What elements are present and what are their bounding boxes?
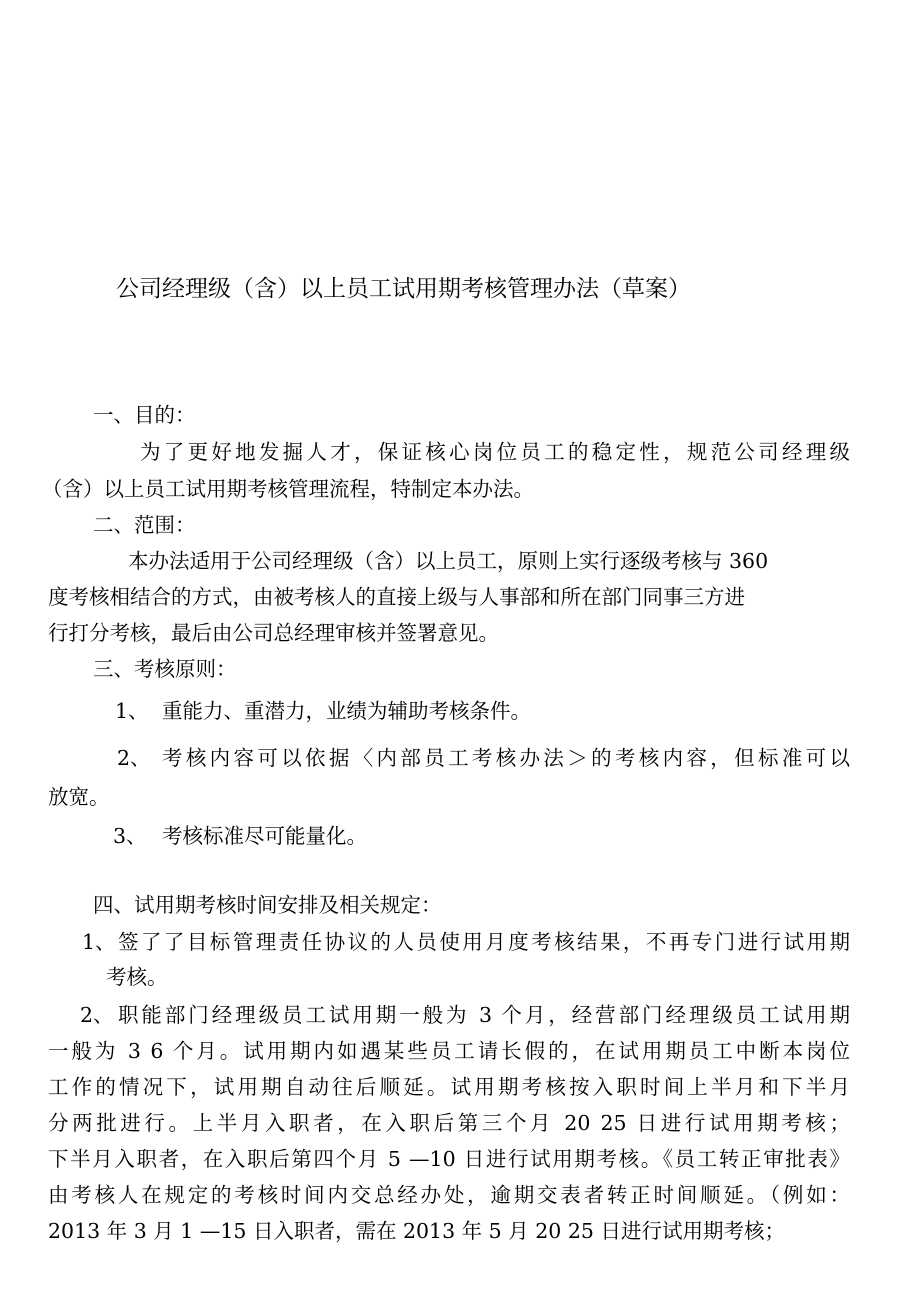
list-item-number: 1、 (82, 930, 116, 954)
paragraph-line: 行打分考核，最后由公司总经理审核并签署意见。 (48, 621, 499, 645)
paragraph-line: 2013 年 3 月 1 —15 日入职者，需在 2013 年 5 月 20 25 日进行试用期考核； (48, 1219, 785, 1243)
section-heading-scope: 二、范围： (93, 513, 196, 537)
paragraph-line: 工作的情况下，试用期自动往后顺延。试用期考核按入职时间上半月和下半月 (48, 1075, 850, 1099)
list-item-text: 职能部门经理级员工试用期一般为 3 个月，经营部门经理级员工试用期 (118, 1003, 850, 1027)
list-item-continuation: 考核。 (106, 965, 168, 989)
section-heading-schedule: 四、试用期考核时间安排及相关规定： (93, 893, 442, 917)
paragraph-line: 分两批进行。上半月入职者，在入职后第三个月 20 25 日进行试用期考核； (48, 1111, 850, 1135)
list-item-text: 重能力、重潜力，业绩为辅助考核条件。 (162, 699, 531, 723)
list-item-number: 1、 (115, 699, 149, 723)
paragraph-line: 本办法适用于公司经理级（含）以上员工，原则上实行逐级考核与 360 (128, 549, 769, 573)
list-item-text: 签了了目标管理责任协议的人员使用月度考核结果，不再专门进行试用期 (118, 930, 850, 954)
list-item-continuation: 放宽。 (48, 785, 110, 809)
paragraph-line: 下半月入职者，在入职后第四个月 5 —10 日进行试用期考核。《员工转正审批表》 (48, 1147, 850, 1171)
list-item-number: 2、 (80, 1003, 114, 1027)
list-item-text: 考核内容可以依据〈内部员工考核办法＞的考核内容，但标准可以 (162, 746, 850, 770)
paragraph-line: 由考核人在规定的考核时间内交总经办处，逾期交表者转正时间顺延。（例如： (48, 1183, 850, 1207)
list-item-number: 2、 (117, 746, 151, 770)
list-item-number: 3、 (113, 824, 147, 848)
list-item-text: 考核标准尽可能量化。 (162, 824, 367, 848)
paragraph-line: 一般为 3 6 个月。试用期内如遇某些员工请长假的，在试用期员工中断本岗位 (48, 1039, 850, 1063)
section-heading-purpose: 一、目的： (93, 403, 196, 427)
section-heading-principles: 三、考核原则： (93, 657, 237, 681)
paragraph-line: 度考核相结合的方式，由被考核人的直接上级与人事部和所在部门同事三方进 (48, 585, 745, 609)
paragraph-line: （含）以上员工试用期考核管理流程，特制定本办法。 (42, 477, 534, 501)
paragraph-line: 为了更好地发掘人才，保证核心岗位员工的稳定性，规范公司经理级 (140, 440, 850, 464)
document-title: 公司经理级（含）以上员工试用期考核管理办法（草案） (116, 276, 691, 302)
